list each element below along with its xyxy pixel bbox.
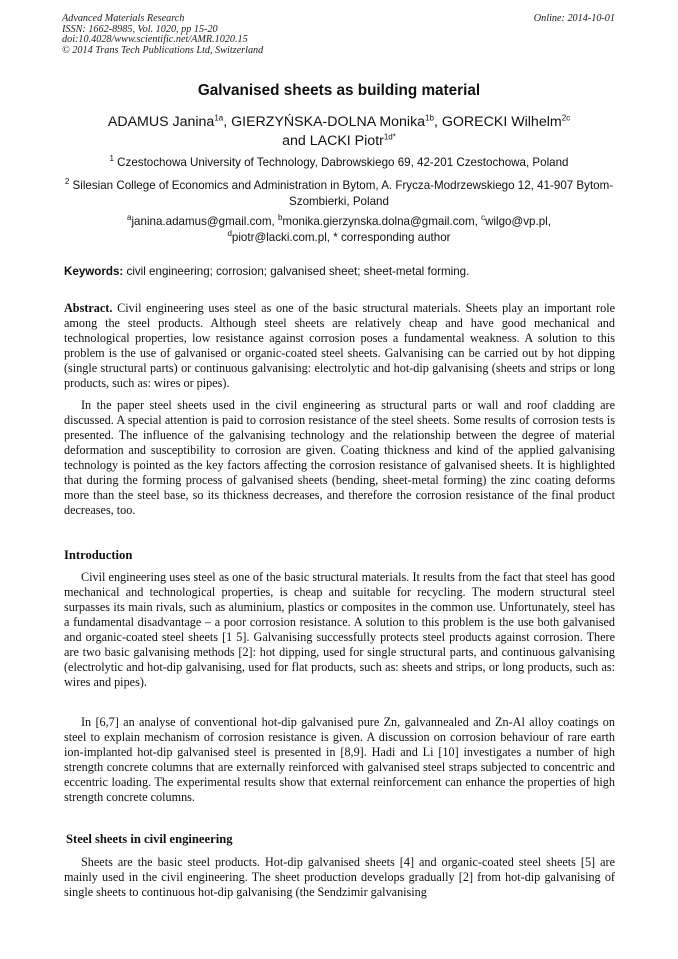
intro-paragraph-2: In [6,7] an analyse of conventional hot-dip galvanised pure Zn, galvannealed and Zn-Al alloy coatings on steel to explain mechanism of corrosion resistance is given. A discussion on corrosion behaviour of rare earth ion-implanted hot-dip galvanised steel is presented in [8,9]. Hadi and Li [10] investigates a number of high strength concrete columns that are externally reinforced with galvanised steel straps subjected to concentric and eccentric loading. The experimental results show that external reinforcement can enhance the properties of high strength concrete columns.: [64, 715, 615, 804]
section-heading-steel-sheets: Steel sheets in civil engineering: [66, 832, 233, 846]
author-name: ADAMUS Janina: [107, 114, 215, 130]
email-superscript: c: [481, 213, 486, 223]
keywords-label: Keywords:: [64, 265, 124, 278]
affiliation-1: [60, 155, 618, 171]
intro-paragraph-1: Civil engineering uses steel as one of the basic structural materials. It results from the fact that steel has good mechanical and technological properties, is cheap and suitable for recycling. The modern structural steel surpasses its main rivals, such as aluminium, plastics or composites in the common use. Unfortunately, steel has a fundamental disadvantage – a poor corrosion resistance. A solution to this problem is the use both galvanised and organic-coated steel sheets [1 5]. Galvanising successfully protects steel products against corrosion. There are two basic galvanising methods [2]: hot dipping, used for single structural parts, and continuous galvanising (electrolytic and hot-dip galvanising, used for flat products, such as: sheets and strips, or long products, such as: wires and pipes).: [64, 570, 615, 689]
section-heading-introduction: Introduction: [64, 548, 133, 562]
email-link[interactable]: monika.gierzynska.dolna@gmail.com,: [282, 215, 478, 228]
affiliation-superscript: 2: [64, 177, 70, 187]
email-link[interactable]: janina.adamus@gmail.com,: [131, 215, 275, 228]
abstract-paragraph-1: [64, 301, 615, 391]
journal-header: [62, 14, 263, 56]
author-superscript: 1d*: [383, 132, 396, 142]
author-name: GIERZYŃSKA-DOLNA Monika: [231, 114, 426, 130]
email-link[interactable]: wilgo@vp.pl,: [485, 215, 551, 228]
keywords-text: civil engineering; corrosion; galvanised sheet; sheet-metal forming.: [126, 265, 470, 278]
email-link[interactable]: piotr@lacki.com.pl, * corresponding author: [231, 230, 451, 244]
email-superscript: d: [227, 228, 232, 238]
affiliation-text: Silesian College of Economics and Administration in Bytom, A. Frycza-Modrzewskiego 12, 41-907 Bytom-Szombierki, Poland: [72, 179, 614, 208]
abstract-paragraph-2: In the paper steel sheets used in the civil engineering as structural parts or wall and roof cladding are discussed. A special attention is paid to corrosion resistance of the steel sheets. Some results of corrosion tests is presented. The influence of the galvanising technology and the relationship between the degree of material deformation and susceptibility to corrosion are given. Coating thickness and kind of the applied galvanising technology is pointed as the key factors affecting the corrosion resistance of galvanised sheets. It is highlighted that during the forming process of galvanised sheets (bending, sheet-metal forming) the zinc coating deforms more than the steel base, so its thickness decreases, and therefore the corrosion resistance of the final product decreases, too.: [64, 398, 615, 517]
paper-title: Galvanised sheets as building material: [197, 82, 481, 99]
copyright-line: © 2014 Trans Tech Publications Ltd, Switzerland: [62, 44, 264, 56]
steel-sheets-paragraph-1: Sheets are the basic steel products. Hot-dip galvanised sheets [4] and organic-coated steel sheets [5] are mainly used in the civil engineering. The sheet production develops gradually [2] from hot-dip galvanising of single sheets to continuous hot-dip galvanising (the Sendzimir galvanising: [64, 855, 615, 899]
author-superscript: 2c: [561, 113, 571, 123]
abstract-text: Civil engineering uses steel as one of the basic structural materials. Sheets play an important role among the steel products. Although steel sheets are relatively cheap and have good mechanical and technological properties, low resistance against corrosion poses a fundamental weakness. A solution to this problem is the use of galvanised or organic-coated steel sheets. Galvanising can be carried out by hot dipping (single structural parts) or continuous galvanising: electrolytic and hot-dip galvanising (sheets and strips or long products, such as: wires or pipes).: [64, 301, 615, 390]
author-superscript: 1a: [214, 113, 224, 123]
journal-name: Advanced Materials Research: [62, 13, 185, 24]
affiliation-text: Czestochowa University of Technology, Dabrowskiego 69, 42-201 Czestochowa, Poland: [117, 156, 569, 169]
affiliation-superscript: 1: [109, 154, 114, 164]
abstract-label: Abstract.: [64, 301, 113, 315]
author-name: and LACKI Piotr: [282, 133, 384, 149]
online-date: Online: 2014-10-01: [533, 13, 615, 24]
author-name: GORECKI Wilhelm: [441, 114, 562, 130]
keywords: [64, 265, 619, 278]
issn-line: ISSN: 1662-8985, Vol. 1020, pp 15-20: [62, 23, 218, 35]
author-superscript: 1b: [425, 113, 434, 123]
author-list: ADAMUS Janina$^{1a}$, GIERZYŃSKA-DOLNA Monika$^{1b}$, GORECKI Wilhelm$^{2c}$ and LACKI Piotr$^{1d*}$: [107, 113, 571, 149]
author-emails: [60, 214, 618, 245]
email-superscript: a: [127, 213, 132, 223]
affiliation-2: [60, 178, 618, 210]
doi-line: doi:10.4028/www.scientific.net/AMR.1020.15: [62, 34, 248, 46]
email-superscript: b: [277, 213, 283, 223]
